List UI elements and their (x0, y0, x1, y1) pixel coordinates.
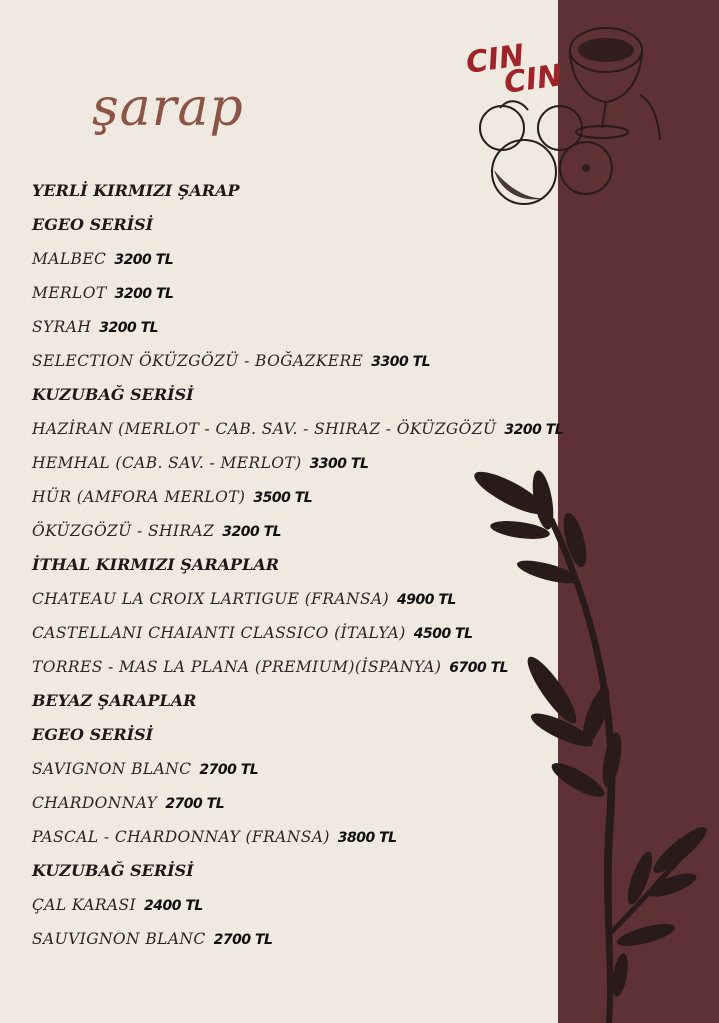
menu-item (32, 892, 572, 926)
menu-item-name: SAVIGNON BLANC (32, 760, 192, 778)
menu-item-name: CHARDONNAY (32, 794, 158, 812)
menu-item-price: 3200 TL (504, 422, 564, 438)
section-heading (32, 382, 572, 416)
section-heading-text: EGEO SERİSİ (32, 215, 154, 234)
section-heading (32, 178, 572, 212)
menu-item (32, 280, 572, 314)
menu-item (32, 654, 572, 688)
menu-item-name: CHATEAU LA CROIX LARTIGUE (FRANSA) (32, 590, 390, 608)
menu-item-price: 3200 TL (114, 252, 174, 268)
menu-item-price: 2700 TL (165, 796, 225, 812)
menu-item-name: TORRES - MAS LA PLANA (PREMIUM)(İSPANYA) (32, 658, 442, 676)
menu-item (32, 790, 572, 824)
menu-item-price: 3300 TL (371, 354, 431, 370)
menu-item-name: HEMHAL (CAB. SAV. - MERLOT) (32, 454, 302, 472)
section-heading-text: YERLİ KIRMIZI ŞARAP (32, 181, 240, 200)
menu-item-name: SAUVIGNON BLANC (32, 930, 206, 948)
menu-item-price: 3200 TL (222, 524, 282, 540)
menu-item-name: ÇAL KARASI (32, 896, 137, 914)
menu-item (32, 416, 572, 450)
menu-item-price: 2400 TL (144, 898, 203, 914)
menu-item-name: MERLOT (32, 284, 107, 302)
menu-item-name: PASCAL - CHARDONNAY (FRANSA) (32, 828, 330, 846)
menu-item (32, 246, 572, 280)
menu-item-price: 6700 TL (449, 660, 509, 676)
section-heading-text: KUZUBAĞ SERİSİ (32, 861, 194, 880)
menu-item-price: 3200 TL (114, 286, 174, 302)
menu-item-price: 3800 TL (337, 830, 397, 846)
menu-item-name: SELECTION ÖKÜZGÖZÜ - BOĞAZKERE (32, 352, 364, 370)
section-heading-text: KUZUBAĞ SERİSİ (32, 385, 194, 404)
menu-item (32, 824, 572, 858)
section-heading (32, 212, 572, 246)
menu-item (32, 586, 572, 620)
menu-item-name: HÜR (AMFORA MERLOT) (32, 488, 246, 506)
wine-list (32, 178, 572, 960)
page-title: şarap (92, 78, 244, 138)
menu-item-price: 4900 TL (397, 592, 456, 608)
menu-item-price: 4500 TL (413, 626, 473, 642)
menu-item-name: SYRAH (32, 318, 92, 336)
menu-item-price: 2700 TL (199, 762, 259, 778)
section-heading-text: EGEO SERİSİ (32, 725, 154, 744)
logo-text-line2: CIN (501, 58, 565, 101)
menu-item-name: HAZİRAN (MERLOT - CAB. SAV. - SHIRAZ - ÖKÜZGÖZÜ (32, 420, 497, 438)
menu-item (32, 450, 572, 484)
menu-item-price: 3500 TL (253, 490, 313, 506)
menu-item-name: MALBEC (32, 250, 107, 268)
menu-item (32, 484, 572, 518)
logo-text-line1: CIN (463, 38, 527, 81)
menu-item (32, 620, 572, 654)
menu-item (32, 314, 572, 348)
section-heading (32, 858, 572, 892)
section-heading (32, 688, 572, 722)
menu-item-price: 3300 TL (309, 456, 369, 472)
section-heading (32, 722, 572, 756)
section-heading-text: İTHAL KIRMIZI ŞARAPLAR (32, 555, 280, 574)
menu-item-name: CASTELLANI CHAIANTI CLASSICO (İTALYA) (32, 624, 406, 642)
menu-item (32, 518, 572, 552)
menu-item (32, 756, 572, 790)
section-heading (32, 552, 572, 586)
section-heading-text: BEYAZ ŞARAPLAR (32, 691, 197, 710)
menu-item (32, 348, 572, 382)
menu-item (32, 926, 572, 960)
menu-item-price: 2700 TL (213, 932, 273, 948)
menu-item-name: ÖKÜZGÖZÜ - SHIRAZ (32, 522, 215, 540)
menu-item-price: 3200 TL (99, 320, 159, 336)
